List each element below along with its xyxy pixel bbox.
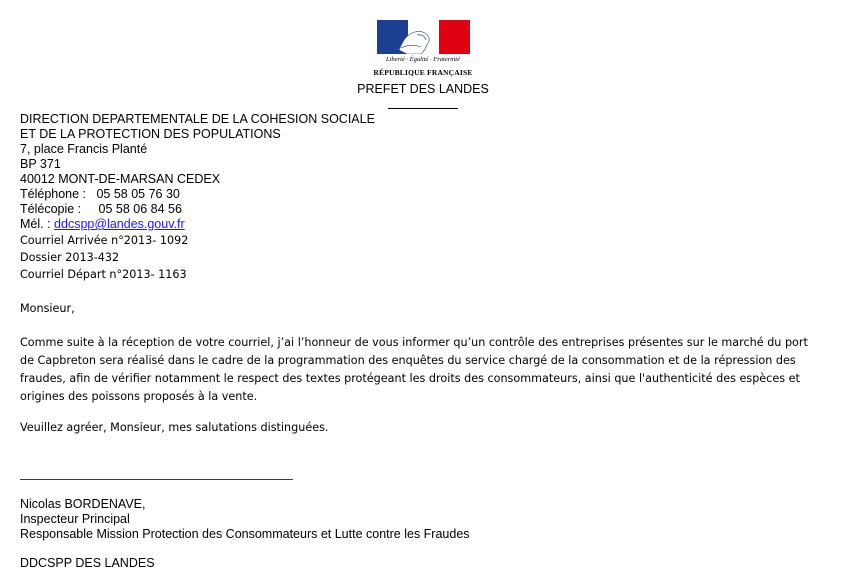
address-line: 7, place Francis Planté xyxy=(20,142,148,156)
org-line-2: ET DE LA PROTECTION DES POPULATIONS xyxy=(20,127,281,141)
signatory-title: Inspecteur Principal xyxy=(20,512,130,526)
header-divider xyxy=(388,108,458,109)
ref-dossier: Dossier 2013-432 xyxy=(20,251,120,264)
letter-paragraph: Comme suite à la réception de votre courriel, j’ai l’honneur de vous informer qu’un contrôle des entreprises présentes sur le marché du port de Capbreton sera réalisé dans le cadre de la programmation des enquêtes du service chargé de la consommation et de la répression des fraudes, afin de vérifier notamment le respect des textes protégeant les droits des consommateurs, ainsi que l'authenticité des espèces et origines des poissons proposés à la vente. xyxy=(20,336,808,403)
republic-name: RÉPUBLIQUE FRANÇAISE xyxy=(373,68,473,77)
closing-line: Veuillez agréer, Monsieur, mes salutations distinguées. xyxy=(20,421,329,434)
salutation: Monsieur, xyxy=(20,302,75,315)
republic-motto: Liberté · Égalité · Fraternité xyxy=(385,56,461,63)
email-label: Mél. : xyxy=(20,217,55,231)
email-line xyxy=(20,217,185,232)
fax-line: Télécopie : 05 58 06 84 56 xyxy=(20,202,182,216)
prefecture-title: PREFET DES LANDES xyxy=(357,82,489,96)
city-line: 40012 MONT-DE-MARSAN CEDEX xyxy=(20,172,221,186)
republic-logo xyxy=(372,20,474,82)
signatory-name: Nicolas BORDENAVE, xyxy=(20,497,146,511)
bp-line: BP 371 xyxy=(20,157,61,171)
signature-separator xyxy=(20,479,293,480)
signatory-office: DDCSPP DES LANDES xyxy=(20,556,155,570)
phone-line: Téléphone : 05 58 05 76 30 xyxy=(20,187,180,201)
marianne-flag-icon xyxy=(377,20,470,54)
email-link[interactable]: ddcspp@landes.gouv.fr xyxy=(54,217,185,231)
ref-departure: Courriel Départ n°2013- 1163 xyxy=(20,268,187,281)
signatory-role: Responsable Mission Protection des Consommateurs et Lutte contre les Fraudes xyxy=(20,527,470,541)
org-line-1: DIRECTION DEPARTEMENTALE DE LA COHESION SOCIALE xyxy=(20,112,375,126)
ref-arrival: Courriel Arrivée n°2013- 1092 xyxy=(20,234,189,247)
